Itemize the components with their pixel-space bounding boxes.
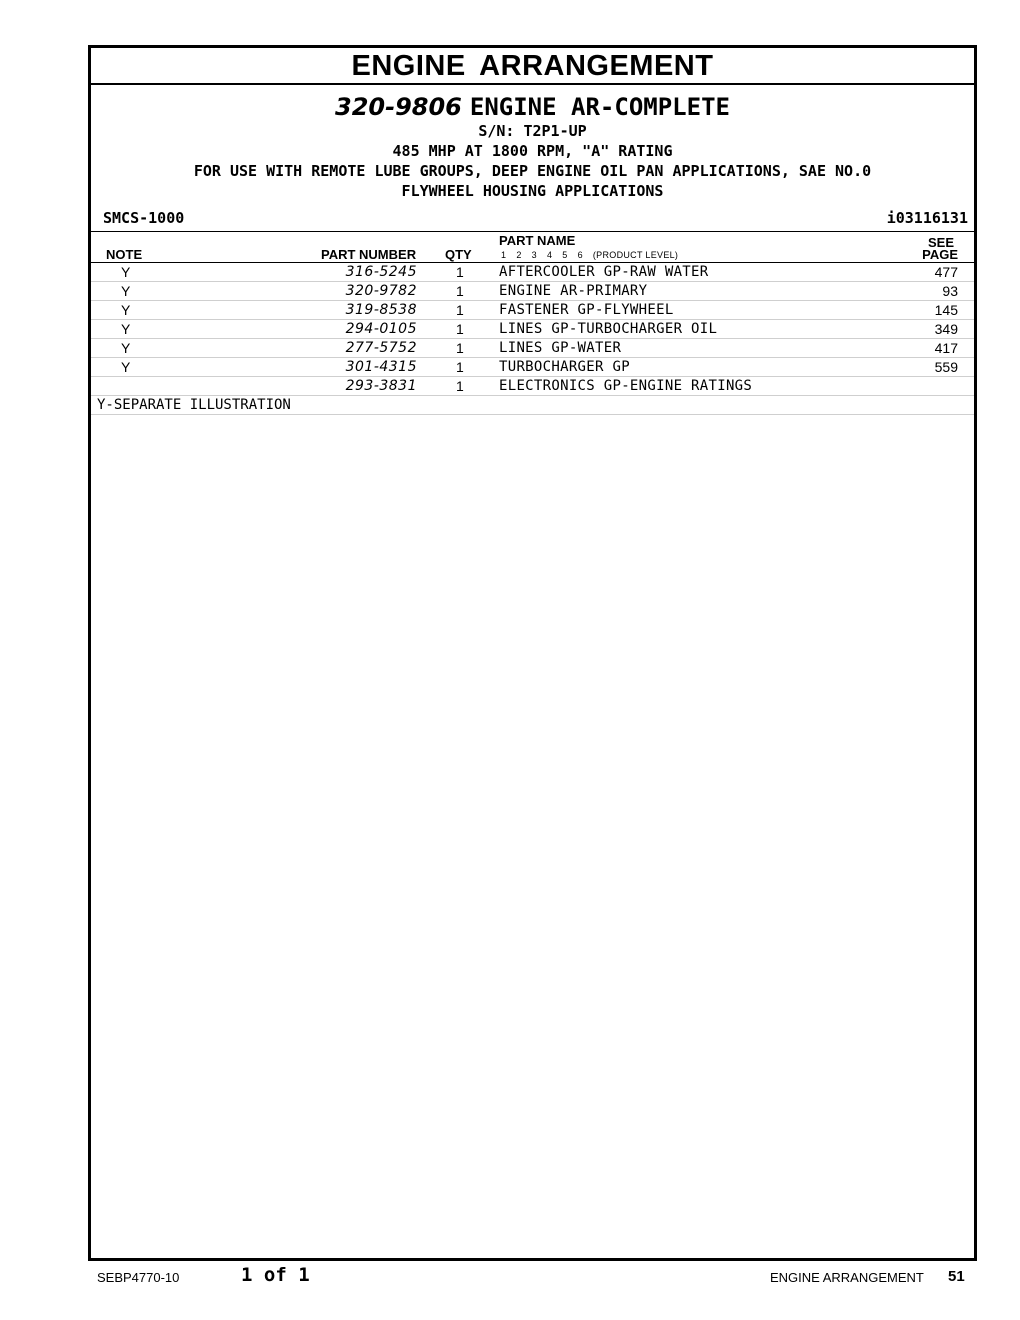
smcs-code: SMCS-1000 (103, 209, 185, 227)
level-1: 1 (501, 250, 507, 260)
header-part-number: PART NUMBER (321, 247, 417, 262)
header-product-levels (501, 250, 678, 260)
row-part-name: LINES GP-WATER (499, 340, 622, 356)
row-part-name: LINES GP-TURBOCHARGER OIL (499, 321, 718, 337)
row-note: Y (121, 340, 131, 356)
header-part-name: PART NAME (499, 233, 576, 248)
illustration-id: i03116131 (886, 209, 968, 227)
row-see-page: 477 (934, 264, 958, 280)
row-note: Y (121, 283, 131, 299)
row-qty: 1 (456, 264, 464, 280)
table-row (91, 358, 974, 377)
level-3: 3 (531, 250, 537, 260)
table-row (91, 339, 974, 358)
rating-line: 485 MHP AT 1800 RPM, "A" RATING (392, 142, 673, 160)
row-see-page: 145 (934, 302, 958, 318)
table-header (91, 231, 974, 263)
serial-range: S/N: T2P1-UP (478, 122, 587, 140)
table-row (91, 263, 974, 282)
table-row (91, 320, 974, 339)
row-part-number: 301-4315 (345, 359, 417, 375)
row-qty: 1 (456, 302, 464, 318)
assembly-header (91, 93, 974, 201)
header-see: SEE (927, 235, 954, 250)
row-qty: 1 (456, 283, 464, 299)
product-level-label: (PRODUCT LEVEL) (592, 250, 679, 260)
row-note: Y (121, 302, 131, 318)
row-part-name: FASTENER GP-FLYWHEEL (499, 302, 674, 318)
footer-page-of: 1 of 1 (241, 1264, 310, 1286)
usage-line-1: FOR USE WITH REMOTE LUBE GROUPS, DEEP ENGINE OIL PAN APPLICATIONS, SAE NO.0 (193, 162, 872, 180)
parts-page-frame (88, 45, 977, 1261)
page-footer (0, 1262, 1020, 1292)
table-row (91, 301, 974, 320)
table-row (91, 282, 974, 301)
footer-doc-number: SEBP4770-10 (97, 1270, 180, 1285)
row-part-number: 277-5752 (345, 340, 417, 356)
meta-row (91, 205, 974, 231)
level-2: 2 (516, 250, 522, 260)
header-qty: QTY (445, 247, 472, 262)
table-footnote: Y-SEPARATE ILLUSTRATION (91, 396, 974, 415)
footer-page-number: 51 (948, 1268, 965, 1285)
footer-section: ENGINE ARRANGEMENT (770, 1270, 924, 1285)
row-qty: 1 (456, 359, 464, 375)
header-note: NOTE (106, 247, 143, 262)
section-title: ENGINE ARRANGEMENT (91, 48, 974, 85)
row-note: Y (121, 264, 131, 280)
header-page: PAGE (922, 247, 958, 262)
row-part-number: 319-8538 (345, 302, 417, 318)
row-note: Y (121, 321, 131, 337)
row-qty: 1 (456, 321, 464, 337)
assembly-title (91, 93, 974, 121)
row-qty: 1 (456, 378, 464, 394)
row-part-number: 294-0105 (345, 321, 417, 337)
row-qty: 1 (456, 340, 464, 356)
level-6: 6 (577, 250, 583, 260)
row-part-number: 320-9782 (345, 283, 417, 299)
table-row (91, 377, 974, 396)
row-see-page: 559 (934, 359, 958, 375)
row-see-page: 349 (934, 321, 958, 337)
row-part-name: TURBOCHARGER GP (499, 359, 630, 375)
row-part-number: 293-3831 (345, 378, 417, 394)
usage-line-2: FLYWHEEL HOUSING APPLICATIONS (401, 182, 664, 200)
row-part-name: AFTERCOOLER GP-RAW WATER (499, 264, 709, 280)
row-note: Y (121, 359, 131, 375)
row-part-name: ELECTRONICS GP-ENGINE RATINGS (499, 378, 753, 394)
row-part-number: 316-5245 (345, 264, 417, 280)
assembly-name: ENGINE AR-COMPLETE (469, 93, 730, 121)
row-see-page: 93 (942, 283, 958, 299)
row-part-name: ENGINE AR-PRIMARY (499, 283, 648, 299)
level-4: 4 (546, 250, 553, 260)
row-see-page: 417 (934, 340, 958, 356)
assembly-part-number: 320-9806 (335, 93, 462, 121)
level-5: 5 (562, 250, 568, 260)
